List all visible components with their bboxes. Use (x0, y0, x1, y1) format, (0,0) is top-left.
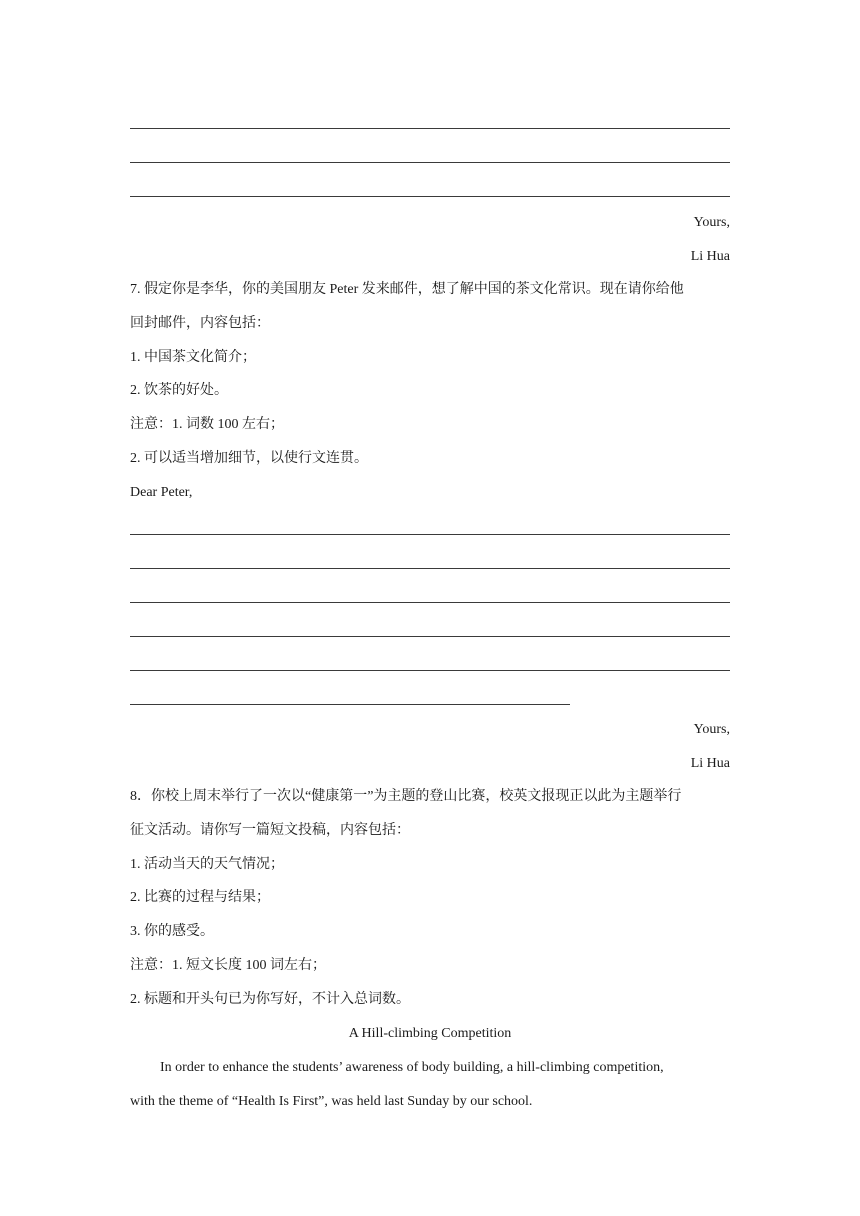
answer-line[interactable] (130, 196, 730, 197)
answer-line[interactable] (130, 568, 730, 569)
q8-prompt: 8．你校上周末举行了一次以“健康第一”为主题的登山比赛，校英文报现正以此为主题举行 (130, 789, 682, 804)
q8-point: 1. 活动当天的天气情况； (130, 857, 284, 872)
q8-prompt: 征文活动。请你写一篇短文投稿，内容包括： (130, 823, 410, 838)
document-page (130, 0, 730, 1216)
answer-line[interactable] (130, 162, 730, 163)
letter-signature: Li Hua (690, 756, 730, 771)
q7-prompt: 回封邮件，内容包括： (130, 316, 270, 331)
q8-note: 注意：1. 短文长度 100 词左右； (130, 958, 326, 973)
q8-point: 3. 你的感受。 (130, 924, 214, 939)
q7-salutation: Dear Peter, (130, 485, 193, 500)
answer-line[interactable] (130, 128, 730, 129)
letter-closing: Yours, (693, 215, 730, 230)
q7-point: 1. 中国茶文化简介； (130, 350, 256, 365)
q7-prompt: 7. 假定你是李华，你的美国朋友 Peter 发来邮件，想了解中国的茶文化常识。现在请你给他 (130, 282, 684, 297)
letter-closing: Yours, (693, 722, 730, 737)
answer-line[interactable] (130, 602, 730, 603)
answer-line[interactable] (130, 534, 730, 535)
q8-note: 2. 标题和开头句已为你写好，不计入总词数。 (130, 992, 410, 1007)
letter-signature: Li Hua (690, 249, 730, 264)
essay-opening: In order to enhance the students’ awareness of body building, a hill-climbing competition, (160, 1060, 664, 1075)
q7-note: 2. 可以适当增加细节，以使行文连贯。 (130, 451, 368, 466)
essay-opening: with the theme of “Health Is First”, was held last Sunday by our school. (130, 1094, 533, 1109)
essay-title: A Hill-climbing Competition (348, 1026, 512, 1041)
q7-note: 注意：1. 词数 100 左右； (130, 417, 284, 432)
q7-point: 2. 饮茶的好处。 (130, 383, 228, 398)
q8-point: 2. 比赛的过程与结果； (130, 890, 270, 905)
answer-line[interactable] (130, 704, 570, 705)
answer-line[interactable] (130, 636, 730, 637)
answer-line[interactable] (130, 670, 730, 671)
